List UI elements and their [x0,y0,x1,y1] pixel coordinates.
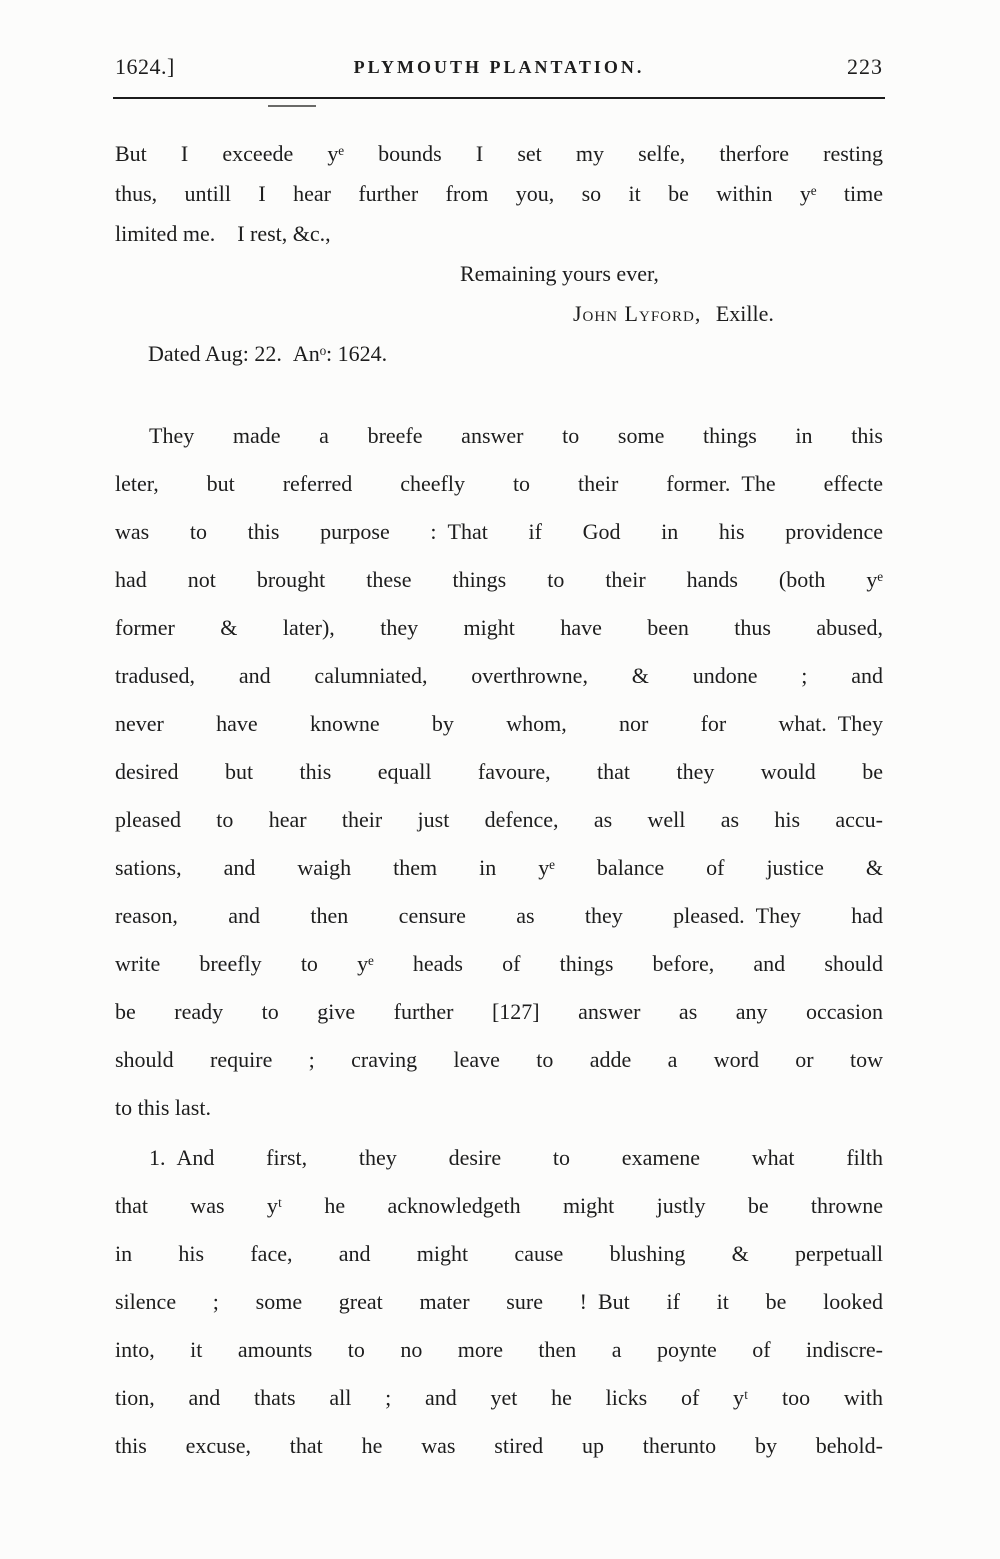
signature-name: John Lyford, [573,301,702,326]
body-line: pleased to hear their just defence, as well as his accu- [115,807,883,832]
letter-line: But I exceede yᵉ bounds I set my selfe, therfore resting [115,141,883,166]
letter-signoff: Remaining yours ever, [460,261,659,286]
body-line: be ready to give further [127] answer as any occasion [115,999,883,1024]
paragraph-1 [115,412,883,1132]
body-line: former & later), they might have been thus abused, [115,615,883,640]
body-line: write breefly to yᵉ heads of things before, and should [115,951,883,976]
body-line: had not brought these things to their hands (both yᵉ [115,567,883,592]
body-line: never have knowne by whom, nor for what. They [115,711,883,736]
letter-line: thus, untill I hear further from you, so it be within yᵉ time [115,181,883,206]
signature-place: Exille. [715,301,774,326]
body-line: leter, but referred cheefly to their former. The effecte [115,471,883,496]
body-line: in his face, and might cause blushing & perpetuall [115,1241,883,1266]
body-line: should require ; craving leave to adde a word or tow [115,1047,883,1072]
header-rule [113,97,885,99]
body-line: that was yᵗ he acknowledgeth might justly be throwne [115,1193,883,1218]
paragraph-2 [115,1134,883,1470]
body-line: reason, and then censure as they pleased. They had [115,903,883,928]
folio-year: 1624.] [115,54,175,79]
letter-dateline: Dated Aug: 22. Anᵒ: 1624. [148,341,388,366]
body-line: to this last. [115,1095,211,1120]
running-title: PLYMOUTH PLANTATION. [353,57,645,77]
body-line: this excuse, that he was stired up therunto by behold- [115,1433,883,1458]
body-line: tradused, and calumniated, overthrowne, & undone ; and [115,663,883,688]
body-line: They made a breefe answer to some things in this [149,423,883,448]
folio-page-number: 223 [847,54,883,79]
letter-closing [115,134,883,374]
header-rule-artifact [268,105,316,107]
running-head [115,54,883,84]
body-line: was to this purpose : That if God in his providence [115,519,883,544]
body-line: desired but this equall favoure, that they would be [115,759,883,784]
body-line: silence ; some great mater sure ! But if it be looked [115,1289,883,1314]
letter-line: limited me. I rest, &c., [115,221,331,246]
body-line: tion, and thats all ; and yet he licks of yᵗ too with [115,1385,883,1410]
body-line: into, it amounts to no more then a poynte of indiscre- [115,1337,883,1362]
body-line: 1. And first, they desire to examene what filth [149,1145,883,1170]
letter-signature [115,294,883,334]
body-line: sations, and waigh them in yᵉ balance of justice & [115,855,883,880]
